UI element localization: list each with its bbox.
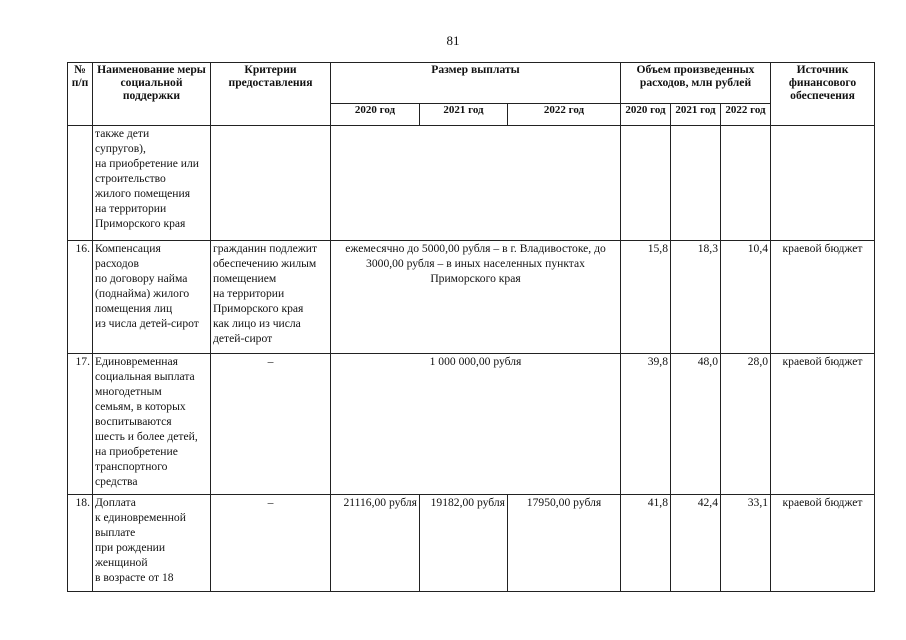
header-funding-source: Источник финансового обеспечения bbox=[771, 63, 875, 126]
row-name-line: на приобретение bbox=[95, 445, 178, 458]
row-name-line: в возрасте от 18 bbox=[95, 571, 174, 584]
row-name-line: многодетным bbox=[95, 385, 162, 398]
row-name-line: транспортного bbox=[95, 460, 168, 473]
row-expense-2021: 18,3 bbox=[671, 241, 721, 354]
header-expense-year-2021: 2021 год bbox=[671, 104, 721, 126]
row-criteria-line: обеспечению жилым bbox=[213, 257, 317, 270]
row-criteria-line: помещением bbox=[213, 272, 277, 285]
row-criteria: – bbox=[211, 354, 331, 495]
row-name-line: Приморского края bbox=[95, 217, 186, 230]
header-payment-size: Размер выплаты bbox=[331, 63, 621, 104]
row-expense-2020: 39,8 bbox=[621, 354, 671, 495]
row-criteria-line: как лицо из числа bbox=[213, 317, 301, 330]
row-payment-2021: 19182,00 рубля bbox=[420, 495, 508, 592]
row-payment bbox=[331, 126, 621, 241]
row-name-line: помещения лиц bbox=[95, 302, 173, 315]
row-name-line: строительство bbox=[95, 172, 166, 185]
row-name-line: расходов bbox=[95, 257, 139, 270]
row-source bbox=[771, 126, 875, 241]
row-name-line: из числа детей-сирот bbox=[95, 317, 199, 330]
row-name-line: (поднайма) жилого bbox=[95, 287, 190, 300]
row-name-line: средства bbox=[95, 475, 138, 488]
row-name-line: также дети bbox=[95, 127, 150, 140]
header-name: Наименование меры социальной поддержки bbox=[93, 63, 211, 126]
row-criteria-line: Приморского края bbox=[213, 302, 304, 315]
row-name-line: шесть и более детей, bbox=[95, 430, 198, 443]
row-num: 17. bbox=[68, 354, 93, 495]
row-payment-2022: 17950,00 рубля bbox=[508, 495, 621, 592]
row-payment: ежемесячно до 5000,00 рубля – в г. Владивостоке, до 3000,00 рубля – в иных населенных пунктах Приморского края bbox=[331, 241, 621, 354]
row-name-line: супругов), bbox=[95, 142, 146, 155]
row-name-line: женщиной bbox=[95, 556, 148, 569]
table-row bbox=[68, 354, 875, 495]
row-source: краевой бюджет bbox=[771, 495, 875, 592]
row-num: 18. bbox=[68, 495, 93, 592]
row-criteria-line: детей-сирот bbox=[213, 332, 273, 345]
row-criteria: – bbox=[211, 495, 331, 592]
row-payment-2020: 21116,00 рубля bbox=[331, 495, 420, 592]
row-name bbox=[93, 354, 211, 495]
row-source: краевой бюджет bbox=[771, 354, 875, 495]
table-row bbox=[68, 241, 875, 354]
header-expense-year-2020: 2020 год bbox=[621, 104, 671, 126]
row-expense-2022: 33,1 bbox=[721, 495, 771, 592]
row-payment: 1 000 000,00 рубля bbox=[331, 354, 621, 495]
row-name-line: выплате bbox=[95, 526, 136, 539]
row-name bbox=[93, 241, 211, 354]
row-name-line: на приобретение или bbox=[95, 157, 199, 170]
row-num: 16. bbox=[68, 241, 93, 354]
row-name-line: Компенсация bbox=[95, 242, 161, 255]
row-num bbox=[68, 126, 93, 241]
row-criteria-line: гражданин подлежит bbox=[213, 242, 318, 255]
row-name-line: к единовременной bbox=[95, 511, 186, 524]
row-expense-2022 bbox=[721, 126, 771, 241]
row-name-line: Доплата bbox=[95, 496, 136, 509]
row-criteria bbox=[211, 241, 331, 354]
header-payment-year-2021: 2021 год bbox=[420, 104, 508, 126]
row-expense-2022: 28,0 bbox=[721, 354, 771, 495]
row-name-line: Единовременная bbox=[95, 355, 178, 368]
row-criteria bbox=[211, 126, 331, 241]
row-name-line: социальная выплата bbox=[95, 370, 195, 383]
table-row bbox=[68, 495, 875, 592]
header-expense-year-2022: 2022 год bbox=[721, 104, 771, 126]
row-name-line: семьям, в которых bbox=[95, 400, 186, 413]
row-name-line: воспитываются bbox=[95, 415, 172, 428]
header-payment-year-2020: 2020 год bbox=[331, 104, 420, 126]
row-name bbox=[93, 495, 211, 592]
row-name bbox=[93, 126, 211, 241]
page-number: 81 bbox=[446, 33, 460, 48]
table-row bbox=[68, 126, 875, 241]
row-expense-2021: 42,4 bbox=[671, 495, 721, 592]
row-name-line: жилого помещения bbox=[95, 187, 191, 200]
header-num: № п/п bbox=[68, 63, 93, 126]
row-expense-2020: 15,8 bbox=[621, 241, 671, 354]
row-expense-2020 bbox=[621, 126, 671, 241]
header-expense-volume: Объем произведенных расходов, млн рублей bbox=[621, 63, 771, 104]
row-expense-2020: 41,8 bbox=[621, 495, 671, 592]
row-criteria-line: на территории bbox=[213, 287, 285, 300]
row-name-line: при рождении bbox=[95, 541, 166, 554]
row-name-line: по договору найма bbox=[95, 272, 188, 285]
row-expense-2022: 10,4 bbox=[721, 241, 771, 354]
row-expense-2021: 48,0 bbox=[671, 354, 721, 495]
row-expense-2021 bbox=[671, 126, 721, 241]
header-payment-year-2022: 2022 год bbox=[508, 104, 621, 126]
header-criteria: Критерии предоставления bbox=[211, 63, 331, 126]
social-support-table bbox=[67, 62, 875, 592]
row-name-line: на территории bbox=[95, 202, 167, 215]
row-source: краевой бюджет bbox=[771, 241, 875, 354]
